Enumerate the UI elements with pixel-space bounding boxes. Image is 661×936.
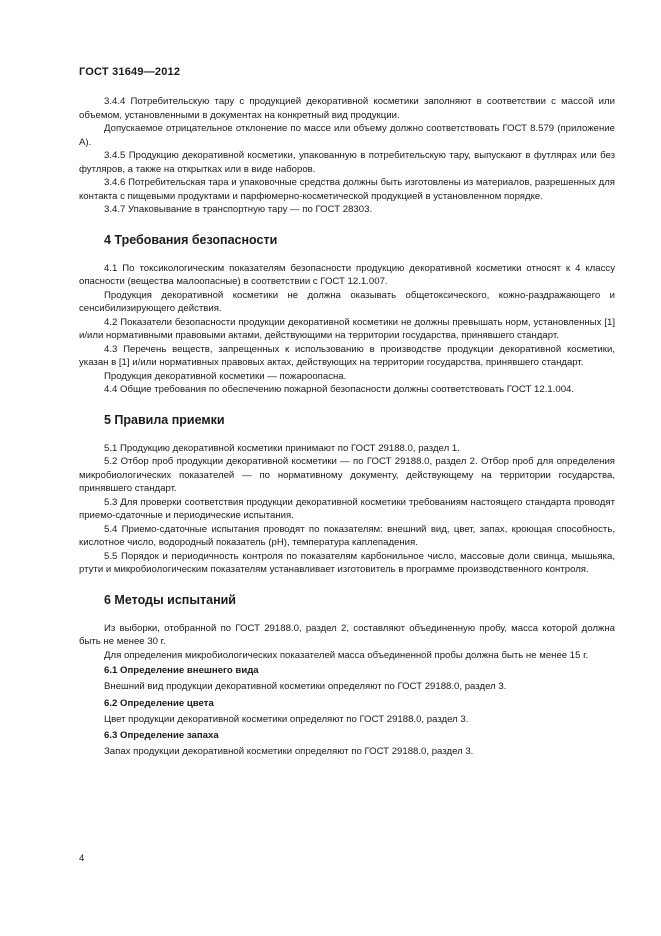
page-number: 4 [79, 853, 85, 864]
paragraph-3-4-6: 3.4.6 Потребительская тара и упаковочные средства должны быть изготовлены из материалов, разрешенных для контакта с пищевыми продуктами и парфюмерно-косметической продукцией в установленном порядке. [79, 177, 615, 202]
document-body [79, 95, 615, 762]
paragraph-3-4-4-cont: Допускаемое отрицательное отклонение по массе или объему должно соответствовать ГОСТ 8.579 (приложение А). [79, 123, 615, 148]
paragraph-5-4: 5.4 Приемо-сдаточные испытания проводят по показателям: внешний вид, цвет, запах, кроющая способность, кислотное число, водородный показатель (рН), температура каплепадения. [79, 523, 615, 548]
paragraph-4-2: 4.2 Показатели безопасности продукции декоративной косметики не должны превышать норм, установленных [1] и/или нормативными правовыми актами, действующими на территории государства, принявшего стандарт. [79, 316, 615, 341]
paragraph-3-4-4: 3.4.4 Потребительскую тару с продукцией декоративной косметики заполняют в соответствии с массой или объемом, установленными в документах на конкретный вид продукции. [79, 96, 615, 121]
paragraph-4-1-cont: Продукция декоративной косметики не должна оказывать общетоксического, кожно-раздражающего и сенсибилизирующего действия. [79, 289, 615, 314]
section-5-heading: 5 Правила приемки [104, 412, 225, 427]
paragraph-5-1: 5.1 Продукцию декоративной косметики принимают по ГОСТ 29188.0, раздел 1. [104, 442, 460, 454]
section-4-heading: 4 Требования безопасности [104, 232, 278, 247]
paragraph-5-2: 5.2 Отбор проб продукции декоративной косметики — по ГОСТ 29188.0, раздел 2. Отбор проб для определения микробиологических показателей — по нормативному документу, действующему на территории государства, принявшего стандарт. [79, 456, 615, 494]
section-6-heading: 6 Методы испытаний [104, 592, 236, 607]
paragraph-3-4-7: 3.4.7 Упаковывание в транспортную тару — по ГОСТ 28303. [104, 204, 373, 215]
paragraph-3-4-5: 3.4.5 Продукцию декоративной косметики, упакованную в потребительскую тару, выпускают в футлярах или без футляров, а также на открытках или в виде наборов. [79, 150, 615, 175]
paragraph-5-3: 5.3 Для проверки соответствия продукции декоративной косметики требованиям настоящего стандарта проводят приемо-сдаточные и периодические испытания. [79, 496, 615, 521]
subsection-6-3-heading: 6.3 Определение запаха [104, 730, 219, 741]
paragraph-4-3: 4.3 Перечень веществ, запрещенных к использованию в производстве продукции декоративной косметики, указан в [1] и/или нормативных правовых актах, действующих на территории государства, принявшего стандарт. [79, 343, 615, 368]
paragraph-6-3: Запах продукции декоративной косметики определяют по ГОСТ 29188.0, раздел 3. [104, 746, 474, 757]
paragraph-6-intro: Из выборки, отобранной по ГОСТ 29188.0, раздел 2, составляют объединенную пробу, масса которой должна быть не менее 30 г. [79, 622, 615, 647]
paragraph-4-4: 4.4 Общие требования по обеспечению пожарной безопасности должны соответствовать ГОСТ 12.1.004. [104, 384, 575, 395]
paragraph-6-intro-cont: Для определения микробиологических показателей масса объединенной пробы должна быть не менее 15 г. [104, 649, 589, 661]
subsection-6-2-heading: 6.2 Определение цвета [104, 697, 214, 709]
paragraph-6-1: Внешний вид продукции декоративной косметики определяют по ГОСТ 29188.0, раздел 3. [104, 681, 507, 692]
paragraph-6-2: Цвет продукции декоративной косметики определяют по ГОСТ 29188.0, раздел 3. [104, 713, 469, 725]
paragraph-4-1: 4.1 По токсикологическим показателям безопасности продукцию декоративной косметики относят к 4 классу опасности (вещества малоопасные) в соответствии с ГОСТ 12.1.007. [79, 262, 615, 287]
document-header: ГОСТ 31649—2012 [79, 66, 181, 78]
paragraph-4-3-cont: Продукция декоративной косметики — пожароопасна. [104, 370, 347, 382]
paragraph-5-5: 5.5 Порядок и периодичность контроля по показателям карбонильное число, массовые доли свинца, мышьяка, ртути и микробиологическим показателям устанавливает изготовитель в программе производственного контроля. [79, 550, 615, 575]
subsection-6-1-heading: 6.1 Определение внешнего вида [104, 665, 259, 676]
